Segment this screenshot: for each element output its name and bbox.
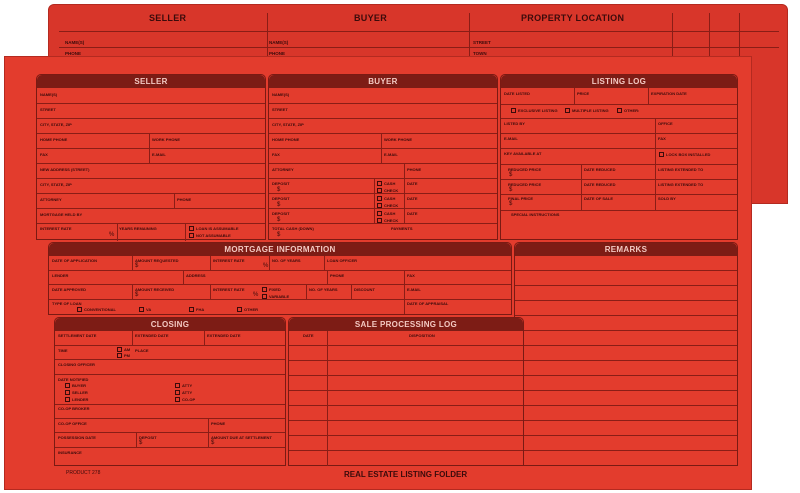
sale-log-panel (288, 317, 524, 466)
cash-checkbox[interactable] (377, 181, 382, 186)
back-property-heading: PROPERTY LOCATION (521, 13, 625, 23)
lock-box-label: LOCK BOX INSTALLED (666, 152, 711, 157)
fha-checkbox[interactable] (189, 307, 194, 312)
buyer-fax-label: FAX (272, 152, 280, 157)
percent-sign: % (263, 263, 269, 269)
back-divider (59, 31, 779, 32)
form-line (574, 88, 575, 104)
percent-sign: % (109, 232, 115, 238)
form-line (324, 256, 325, 270)
amount-received-label: AMOUNT RECEIVED (135, 287, 175, 292)
office-label: OFFICE (658, 121, 673, 126)
buyer-cash-label: CASH (384, 181, 396, 186)
dollar-sign: $ (277, 232, 281, 238)
seller-home-phone-label: HOME PHONE (40, 137, 68, 142)
form-line (132, 331, 133, 345)
date-listed-label: DATE LISTED (504, 91, 530, 96)
interest-rate-label: INTEREST RATE (213, 258, 245, 263)
closing-heading: CLOSING (55, 318, 285, 331)
remarks-line (515, 360, 737, 361)
form-line (269, 223, 497, 224)
notified-atty-label: ATTY (182, 383, 193, 388)
sale-log-line (289, 420, 523, 421)
lender-label: LENDER (52, 273, 69, 278)
place-label: PLACE (135, 348, 149, 353)
atty-notified-checkbox[interactable] (175, 383, 180, 388)
va-label: VA (146, 307, 152, 312)
am-checkbox[interactable] (117, 347, 122, 352)
buyer-date-label: DATE (407, 196, 418, 201)
date-application-label: DATE OF APPLICATION (52, 258, 98, 263)
amount-due-label: AMOUNT DUE AT SETTLEMENT (211, 435, 272, 440)
remarks-line (515, 315, 737, 316)
back-seller-heading: SELLER (149, 13, 187, 23)
form-line (210, 256, 211, 270)
notified-buyer-label: BUYER (72, 383, 87, 388)
final-price-label: FINAL PRICE (508, 196, 534, 201)
expiration-date-label: EXPIRATION DATE (651, 91, 687, 96)
address-label: ADDRESS (186, 273, 206, 278)
listing-log-panel (500, 74, 738, 240)
sold-by-label: SOLD BY (658, 196, 676, 201)
form-line (269, 148, 497, 149)
back-phone-label: PHONE (269, 51, 286, 56)
other-loan-checkbox[interactable] (237, 307, 242, 312)
form-line (55, 404, 285, 405)
co-op-office-label: CO-OP OFFICE (58, 421, 87, 426)
seller-phone-label: PHONE (177, 197, 192, 202)
date-reduced-label: DATE REDUCED (584, 182, 616, 187)
sale-log-heading: SALE PROCESSING LOG (289, 318, 523, 331)
listing-extended-label: LISTING EXTENDED TO (658, 167, 704, 172)
buyer-total-cash-label: TOTAL CASH (DOWN) (272, 226, 314, 231)
lock-box-checkbox[interactable] (659, 152, 664, 157)
lender-notified-checkbox[interactable] (65, 397, 70, 402)
form-line (374, 178, 375, 223)
percent-sign: % (253, 292, 259, 298)
notified-atty-label: ATTY (182, 390, 193, 395)
seller-email-label: E-MAIL (152, 152, 166, 157)
remarks-panel (514, 242, 738, 466)
remarks-line (515, 330, 737, 331)
remarks-line (515, 285, 737, 286)
folder-title: REAL ESTATE LISTING FOLDER (344, 470, 468, 479)
remarks-line (515, 420, 737, 421)
fixed-checkbox[interactable] (262, 287, 267, 292)
exclusive-listing-label: EXCLUSIVE LISTING (518, 108, 558, 113)
form-line (37, 118, 265, 119)
dollar-sign: $ (135, 263, 139, 269)
loan-assumable-checkbox[interactable] (189, 226, 194, 231)
form-line (501, 104, 737, 105)
settlement-date-label: SETTLEMENT DATE (58, 333, 97, 338)
form-line (185, 223, 186, 241)
seller-interest-rate-label: INTEREST RATE (40, 226, 72, 231)
dollar-sign: $ (277, 217, 281, 223)
date-reduced-label: DATE REDUCED (584, 167, 616, 172)
buyer-check-label: CHECK (384, 218, 399, 223)
form-line (269, 103, 497, 104)
cash-checkbox[interactable] (377, 196, 382, 201)
seller-city2-label: CITY, STATE, ZIP (40, 182, 72, 187)
date-notified-label: DATE NOTIFIED (58, 377, 89, 382)
dollar-sign: $ (211, 440, 215, 446)
remarks-line (515, 375, 737, 376)
listing-log-heading: LISTING LOG (501, 75, 737, 88)
back-town-label: TOWN (473, 51, 487, 56)
back-names-label: NAME(S) (65, 40, 85, 45)
variable-label: VARIABLE (269, 294, 290, 299)
notified-co-op-label: CO-OP (182, 397, 196, 402)
seller-city-label: CITY, STATE, ZIP (40, 122, 72, 127)
price-label: PRICE (577, 91, 590, 96)
listed-by-label: LISTED BY (504, 121, 525, 126)
form-line (49, 299, 511, 300)
sale-log-line (289, 360, 523, 361)
form-line (204, 331, 205, 345)
closing-officer-label: CLOSING OFFICER (58, 362, 95, 367)
mortgage-panel (48, 242, 512, 315)
conventional-checkbox[interactable] (77, 307, 82, 312)
dollar-sign: $ (277, 202, 281, 208)
form-line (581, 164, 582, 210)
insurance-label: INSURANCE (58, 450, 82, 455)
reduced-price-label: REDUCED PRICE (508, 182, 542, 187)
no-years-label: NO. OF YEARS (272, 258, 301, 263)
form-line (37, 148, 265, 149)
discount-label: DISCOUNT (354, 287, 375, 292)
closing-deposit-label: DEPOSIT (139, 435, 157, 440)
listing-fax-label: FAX (658, 136, 666, 141)
fha-label: FHA (196, 307, 205, 312)
form-line (37, 103, 265, 104)
date-approved-label: DATE APPROVED (52, 287, 87, 292)
mortgage-email-label: E-MAIL (407, 287, 421, 292)
notified-lender-label: LENDER (72, 397, 89, 402)
form-line (269, 178, 497, 179)
form-line (501, 148, 737, 149)
dollar-sign: $ (509, 172, 513, 178)
form-line (132, 284, 133, 299)
sale-log-line (289, 345, 523, 346)
buyer-cash-label: CASH (384, 196, 396, 201)
sale-log-line (289, 405, 523, 406)
buyer-date-label: DATE (407, 181, 418, 186)
form-line (49, 284, 511, 285)
form-line (648, 88, 649, 104)
buyer-check-label: CHECK (384, 188, 399, 193)
buyer-date-label: DATE (407, 211, 418, 216)
form-line (55, 432, 285, 433)
buyer-notified-checkbox[interactable] (65, 383, 70, 388)
dollar-sign: $ (509, 187, 513, 193)
back-phone-label: PHONE (65, 51, 82, 56)
amount-requested-label: AMOUNT REQUESTED (135, 258, 179, 263)
form-line (351, 284, 352, 299)
seller-mortgage-label: MORTGAGE HELD BY (40, 212, 83, 217)
form-line (306, 284, 307, 299)
form-line (501, 210, 737, 211)
form-line (37, 193, 265, 194)
form-line (404, 270, 405, 284)
dollar-sign: $ (135, 292, 139, 298)
form-line (655, 118, 656, 164)
possession-date-label: POSSESSION DATE (58, 435, 96, 440)
exclusive-listing-checkbox[interactable] (511, 108, 516, 113)
back-divider (469, 13, 470, 59)
reduced-price-label: REDUCED PRICE (508, 167, 542, 172)
form-line (269, 193, 497, 194)
back-divider (672, 13, 673, 59)
multiple-listing-label: MULTIPLE LISTING (572, 108, 609, 113)
buyer-email-label: E-MAIL (384, 152, 398, 157)
form-line (37, 133, 265, 134)
atty-notified-checkbox[interactable] (175, 390, 180, 395)
sale-log-line (289, 375, 523, 376)
seller-work-phone-label: WORK PHONE (152, 137, 180, 142)
buyer-work-phone-label: WORK PHONE (384, 137, 412, 142)
buyer-home-phone-label: HOME PHONE (272, 137, 300, 142)
form-line (404, 163, 405, 178)
buyer-attorney-label: ATTORNEY (272, 167, 294, 172)
other-label: OTHER: (624, 108, 640, 113)
back-divider (739, 13, 740, 59)
dollar-sign: $ (509, 201, 513, 207)
form-line (117, 223, 118, 241)
closing-panel (54, 317, 286, 466)
remarks-line (515, 390, 737, 391)
form-line (174, 193, 175, 208)
form-line (49, 270, 511, 271)
remarks-line (515, 270, 737, 271)
form-line (269, 208, 497, 209)
listing-email-label: E-MAIL (504, 136, 518, 141)
loan-officer-label: LOAN OFFICER (327, 258, 357, 263)
form-line (37, 208, 265, 209)
form-line (55, 374, 285, 375)
product-number: PRODUCT 278 (66, 470, 101, 476)
not-assumable-checkbox[interactable] (189, 233, 194, 238)
date-of-sale-label: DATE OF SALE (584, 196, 614, 201)
seller-notified-checkbox[interactable] (65, 390, 70, 395)
form-line (37, 223, 265, 224)
am-label: AM (124, 347, 131, 352)
fixed-label: FIXED (269, 287, 281, 292)
form-line (655, 164, 656, 210)
remarks-line (515, 405, 737, 406)
form-line (327, 270, 328, 284)
form-line (404, 178, 405, 223)
back-divider (267, 13, 268, 59)
remarks-line (515, 435, 737, 436)
form-line (37, 163, 265, 164)
seller-fax-label: FAX (40, 152, 48, 157)
seller-panel (36, 74, 266, 240)
remarks-heading: REMARKS (515, 243, 737, 256)
multiple-listing-checkbox[interactable] (565, 108, 570, 113)
buyer-phone-label: PHONE (407, 167, 422, 172)
form-line (37, 178, 265, 179)
back-divider (709, 13, 710, 59)
buyer-heading: BUYER (269, 75, 497, 88)
type-of-loan-label: TYPE OF LOAN (52, 301, 82, 306)
buyer-names-label: NAME(S) (272, 92, 290, 97)
sale-log-disposition-header: DISPOSITION (409, 333, 435, 338)
seller-street-label: STREET (40, 107, 56, 112)
seller-not-assumable-label: NOT ASSUMABLE (196, 233, 231, 238)
mortgage-phone-label: PHONE (330, 273, 345, 278)
seller-attorney-label: ATTORNEY (40, 197, 62, 202)
buyer-street-label: STREET (272, 107, 288, 112)
remarks-line (515, 300, 737, 301)
time-label: TIME (58, 348, 68, 353)
co-op-broker-label: CO-OP BROKER (58, 406, 90, 411)
form-line (501, 179, 737, 180)
form-line (136, 432, 137, 447)
mortgage-heading: MORTGAGE INFORMATION (49, 243, 511, 256)
form-line (501, 118, 737, 119)
other-checkbox[interactable] (617, 108, 622, 113)
buyer-cash-label: CASH (384, 211, 396, 216)
seller-new-address-label: NEW ADDRESS (STREET) (40, 167, 90, 172)
sale-log-line (289, 450, 523, 451)
pm-label: PM (124, 353, 130, 358)
listing-extended-label: LISTING EXTENDED TO (658, 182, 704, 187)
form-line (501, 194, 737, 195)
back-street-label: STREET (473, 40, 491, 45)
back-buyer-heading: BUYER (354, 13, 388, 23)
form-line (183, 270, 184, 284)
seller-loan-assumable-label: LOAN IS ASSUMABLE (196, 226, 239, 231)
conventional-label: CONVENTIONAL (84, 307, 116, 312)
buyer-payments-label: PAYMENTS (391, 226, 413, 231)
seller-years-remaining-label: YEARS REMAINING (119, 226, 157, 231)
seller-heading: SELLER (37, 75, 265, 88)
form-line (210, 284, 211, 299)
sale-log-date-header: DATE (303, 333, 314, 338)
sale-log-line (289, 390, 523, 391)
buyer-deposit-label: DEPOSIT (272, 181, 290, 186)
buyer-check-label: CHECK (384, 203, 399, 208)
mortgage-fax-label: FAX (407, 273, 415, 278)
buyer-city-label: CITY, STATE, ZIP (272, 122, 304, 127)
extended-date-label: EXTENDED DATE (135, 333, 169, 338)
pm-checkbox[interactable] (117, 353, 122, 358)
remarks-line (515, 450, 737, 451)
form-line (327, 331, 328, 466)
extended-date-label: EXTENDED DATE (207, 333, 241, 338)
form-line (55, 345, 285, 346)
seller-names-label: NAME(S) (40, 92, 58, 97)
form-line (269, 133, 497, 134)
form-line (132, 256, 133, 270)
sale-log-line (289, 435, 523, 436)
special-instructions-label: SPECIAL INSTRUCTIONS (511, 212, 560, 217)
back-names-label: NAME(S) (269, 40, 289, 45)
closing-phone-label: PHONE (211, 421, 226, 426)
back-divider (59, 47, 779, 48)
form-line (55, 418, 285, 419)
cash-checkbox[interactable] (377, 211, 382, 216)
form-line (269, 256, 270, 270)
form-line (55, 447, 285, 448)
interest-rate-label: INTEREST RATE (213, 287, 245, 292)
form-line (55, 359, 285, 360)
form-line (501, 164, 737, 165)
buyer-panel (268, 74, 498, 240)
form-line (269, 163, 497, 164)
dollar-sign: $ (139, 440, 143, 446)
no-years-label: NO. OF YEARS (309, 287, 338, 292)
dollar-sign: $ (277, 187, 281, 193)
form-line (269, 118, 497, 119)
remarks-line (515, 345, 737, 346)
other-loan-label: OTHER (244, 307, 258, 312)
form-line (501, 133, 737, 134)
va-checkbox[interactable] (139, 307, 144, 312)
key-available-label: KEY AVAILABLE AT (504, 151, 542, 156)
buyer-deposit-label: DEPOSIT (272, 196, 290, 201)
date-appraisal-label: DATE OF APPRAISAL (407, 301, 449, 306)
co-op-notified-checkbox[interactable] (175, 397, 180, 402)
buyer-deposit-label: DEPOSIT (272, 211, 290, 216)
notified-seller-label: SELLER (72, 390, 88, 395)
